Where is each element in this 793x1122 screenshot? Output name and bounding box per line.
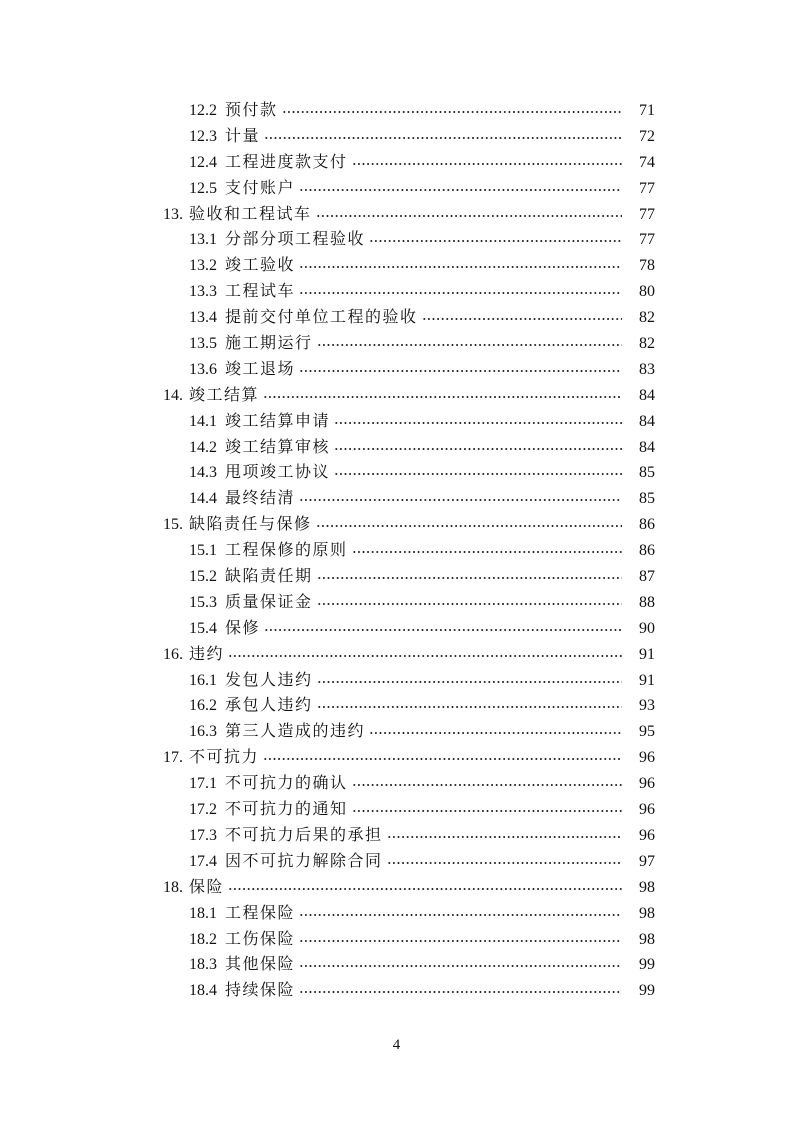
toc-entry-title: 因不可抗力解除合同 (225, 850, 383, 870)
toc-entry-title: 竣工验收 (225, 255, 296, 275)
toc-entry-page: 86 (639, 516, 655, 534)
toc-dot-leader (264, 629, 622, 631)
toc-entry-page: 77 (639, 179, 655, 197)
toc-entry-number: 17.3 (189, 826, 217, 844)
toc-entry-page: 78 (639, 257, 655, 275)
toc-section-entry[interactable] (0, 848, 793, 874)
toc-entry-page: 96 (639, 775, 655, 793)
toc-entry-number: 16.3 (189, 723, 217, 741)
toc-entry-page: 87 (639, 568, 655, 586)
toc-dot-leader (352, 784, 622, 786)
toc-entry-page: 85 (639, 464, 655, 482)
toc-dot-leader (317, 603, 622, 605)
toc-section-entry[interactable] (0, 434, 793, 460)
toc-entry-number: 18.1 (189, 904, 217, 922)
toc-entry-number: 13.3 (189, 283, 217, 301)
toc-entry-number: 13. (163, 205, 183, 223)
toc-entry-number: 15.3 (189, 593, 217, 611)
toc-dot-leader (317, 706, 622, 708)
toc-entry-title: 保修 (225, 617, 261, 637)
toc-entry-page: 71 (639, 102, 655, 119)
toc-entry-title: 竣工结算 (189, 384, 260, 404)
toc-section-entry[interactable] (0, 667, 793, 693)
toc-section-entry[interactable] (0, 563, 793, 589)
toc-entry-title: 工程保修的原则 (225, 540, 348, 560)
toc-section-entry[interactable] (0, 356, 793, 382)
toc-dot-leader (282, 111, 622, 113)
toc-dot-leader (352, 810, 622, 812)
toc-dot-leader (316, 525, 622, 527)
toc-entry-title: 甩项竣工协议 (225, 462, 331, 482)
toc-entry-title: 工程保险 (225, 902, 296, 922)
toc-entry-number: 16.2 (189, 697, 217, 715)
toc-dot-leader (317, 344, 622, 346)
toc-entry-number: 14. (163, 386, 183, 404)
toc-entry-title: 违约 (189, 643, 225, 663)
toc-entry-title: 持续保险 (225, 980, 296, 1000)
toc-entry-page: 82 (639, 335, 655, 353)
toc-entry-title: 竣工结算申请 (225, 410, 331, 430)
toc-entry-number: 15.1 (189, 542, 217, 560)
toc-dot-leader (299, 370, 622, 372)
toc-entry-page: 91 (639, 671, 655, 689)
toc-entry-number: 14.2 (189, 438, 217, 456)
toc-entry-number: 12.5 (189, 179, 217, 197)
toc-entry-number: 13.5 (189, 335, 217, 353)
toc-entry-page: 88 (639, 593, 655, 611)
toc-section-entry[interactable] (0, 459, 793, 485)
toc-entry-page: 85 (639, 490, 655, 508)
toc-dot-leader (299, 266, 622, 268)
toc-section-entry[interactable] (0, 796, 793, 822)
toc-entry-title: 缺陷责任与保修 (189, 514, 312, 534)
toc-entry-title: 缺陷责任期 (225, 566, 313, 586)
toc-entry-number: 16.1 (189, 671, 217, 689)
toc-section-entry[interactable] (0, 175, 793, 201)
toc-entry-title: 保险 (189, 876, 225, 896)
toc-dot-leader (299, 189, 622, 191)
toc-entry-page: 74 (639, 153, 655, 171)
toc-chapter-entry[interactable] (0, 874, 793, 900)
toc-entry-page: 98 (639, 904, 655, 922)
toc-dot-leader (369, 732, 622, 734)
table-of-contents (0, 97, 793, 1003)
toc-entry-page: 96 (639, 826, 655, 844)
toc-section-entry[interactable] (0, 951, 793, 977)
toc-entry-number: 13.1 (189, 231, 217, 249)
toc-entry-number: 18.3 (189, 956, 217, 974)
toc-dot-leader (334, 473, 622, 475)
toc-dot-leader (369, 240, 622, 242)
toc-dot-leader (317, 681, 622, 683)
toc-section-entry[interactable] (0, 822, 793, 848)
toc-section-entry[interactable] (0, 485, 793, 511)
toc-entry-title: 不可抗力 (189, 747, 260, 767)
toc-entry-page: 72 (639, 127, 655, 145)
toc-entry-number: 14.1 (189, 412, 217, 430)
toc-entry-page: 77 (639, 205, 655, 223)
toc-entry-title: 承包人违约 (225, 695, 313, 715)
toc-entry-page: 97 (639, 852, 655, 870)
toc-dot-leader (334, 448, 622, 450)
toc-dot-leader (352, 551, 622, 553)
toc-entry-title: 工程试车 (225, 281, 296, 301)
toc-entry-page: 84 (639, 438, 655, 456)
toc-entry-page: 90 (639, 619, 655, 637)
toc-entry-title: 质量保证金 (225, 591, 313, 611)
toc-entry-title: 竣工结算审核 (225, 436, 331, 456)
toc-dot-leader (316, 215, 622, 217)
toc-section-entry[interactable] (0, 278, 793, 304)
toc-dot-leader (299, 499, 622, 501)
toc-dot-leader (352, 163, 622, 165)
toc-section-entry[interactable] (0, 252, 793, 278)
toc-entry-title: 工伤保险 (225, 928, 296, 948)
toc-entry-title: 其他保险 (225, 954, 296, 974)
toc-entry-number: 15.2 (189, 568, 217, 586)
toc-entry-title: 不可抗力的通知 (225, 799, 348, 819)
toc-entry-page: 83 (639, 360, 655, 378)
toc-section-entry[interactable] (0, 330, 793, 356)
toc-dot-leader (228, 888, 622, 890)
toc-section-entry[interactable] (0, 149, 793, 175)
toc-entry-page: 95 (639, 723, 655, 741)
toc-entry-page: 96 (639, 749, 655, 767)
toc-entry-number: 15.4 (189, 619, 217, 637)
toc-entry-number: 14.4 (189, 490, 217, 508)
toc-entry-number: 18.4 (189, 982, 217, 1000)
toc-entry-title: 施工期运行 (225, 333, 313, 353)
toc-entry-page: 99 (639, 982, 655, 1000)
toc-entry-number: 17.2 (189, 801, 217, 819)
toc-dot-leader (263, 396, 622, 398)
toc-section-entry[interactable] (0, 770, 793, 796)
toc-entry-number: 12.2 (189, 102, 217, 119)
toc-entry-title: 支付账户 (225, 177, 296, 197)
page-number: 4 (392, 1037, 401, 1053)
toc-section-entry[interactable] (0, 718, 793, 744)
toc-entry-title: 工程进度款支付 (225, 151, 348, 171)
toc-dot-leader (299, 292, 622, 294)
toc-dot-leader (299, 991, 622, 993)
toc-entry-title: 预付款 (225, 100, 278, 119)
toc-section-entry[interactable] (0, 589, 793, 615)
toc-section-entry[interactable] (0, 408, 793, 434)
toc-entry-title: 竣工退场 (225, 358, 296, 378)
toc-section-entry[interactable] (0, 692, 793, 718)
toc-dot-leader (387, 862, 622, 864)
toc-entry-title: 分部分项工程验收 (225, 229, 366, 249)
toc-entry-number: 14.3 (189, 464, 217, 482)
toc-dot-leader (387, 836, 622, 838)
toc-section-entry[interactable] (0, 537, 793, 563)
toc-entry-page: 84 (639, 386, 655, 404)
toc-entry-title: 发包人违约 (225, 669, 313, 689)
toc-dot-leader (264, 137, 622, 139)
toc-entry-page: 93 (639, 697, 655, 715)
toc-chapter-entry[interactable] (0, 641, 793, 667)
toc-entry-number: 17. (163, 749, 183, 767)
toc-entry-page: 80 (639, 283, 655, 301)
toc-dot-leader (317, 577, 622, 579)
toc-entry-number: 15. (163, 516, 183, 534)
toc-entry-number: 17.1 (189, 775, 217, 793)
toc-dot-leader (299, 940, 622, 942)
toc-section-entry[interactable] (0, 97, 793, 123)
toc-entry-number: 13.2 (189, 257, 217, 275)
toc-entry-number: 13.6 (189, 360, 217, 378)
toc-chapter-entry[interactable] (0, 511, 793, 537)
toc-dot-leader (228, 655, 622, 657)
toc-entry-number: 13.4 (189, 309, 217, 327)
toc-entry-page: 96 (639, 801, 655, 819)
toc-section-entry[interactable] (0, 226, 793, 252)
toc-entry-number: 17.4 (189, 852, 217, 870)
toc-entry-page: 91 (639, 645, 655, 663)
toc-entry-page: 99 (639, 956, 655, 974)
toc-entry-title: 验收和工程试车 (189, 203, 312, 223)
toc-dot-leader (334, 422, 622, 424)
toc-section-entry[interactable] (0, 900, 793, 926)
toc-entry-title: 计量 (225, 125, 261, 145)
toc-dot-leader (263, 758, 622, 760)
toc-entry-title: 不可抗力的确认 (225, 773, 348, 793)
toc-entry-number: 18.2 (189, 930, 217, 948)
toc-dot-leader (299, 965, 622, 967)
toc-entry-number: 16. (163, 645, 183, 663)
toc-section-entry[interactable] (0, 977, 793, 1003)
toc-entry-page: 84 (639, 412, 655, 430)
toc-chapter-entry[interactable] (0, 382, 793, 408)
toc-section-entry[interactable] (0, 123, 793, 149)
toc-entry-number: 18. (163, 878, 183, 896)
toc-chapter-entry[interactable] (0, 744, 793, 770)
toc-entry-number: 12.3 (189, 127, 217, 145)
toc-entry-number: 12.4 (189, 153, 217, 171)
toc-entry-page: 86 (639, 542, 655, 560)
toc-entry-title: 不可抗力后果的承担 (225, 824, 383, 844)
toc-entry-page: 98 (639, 930, 655, 948)
toc-chapter-entry[interactable] (0, 201, 793, 227)
toc-dot-leader (422, 318, 622, 320)
toc-section-entry[interactable] (0, 304, 793, 330)
toc-entry-title: 提前交付单位工程的验收 (225, 307, 418, 327)
toc-entry-page: 77 (639, 231, 655, 249)
toc-dot-leader (299, 914, 622, 916)
toc-section-entry[interactable] (0, 926, 793, 952)
toc-entry-title: 最终结清 (225, 488, 296, 508)
toc-section-entry[interactable] (0, 615, 793, 641)
toc-entry-page: 82 (639, 309, 655, 327)
toc-entry-title: 第三人造成的违约 (225, 721, 366, 741)
toc-entry-page: 98 (639, 878, 655, 896)
